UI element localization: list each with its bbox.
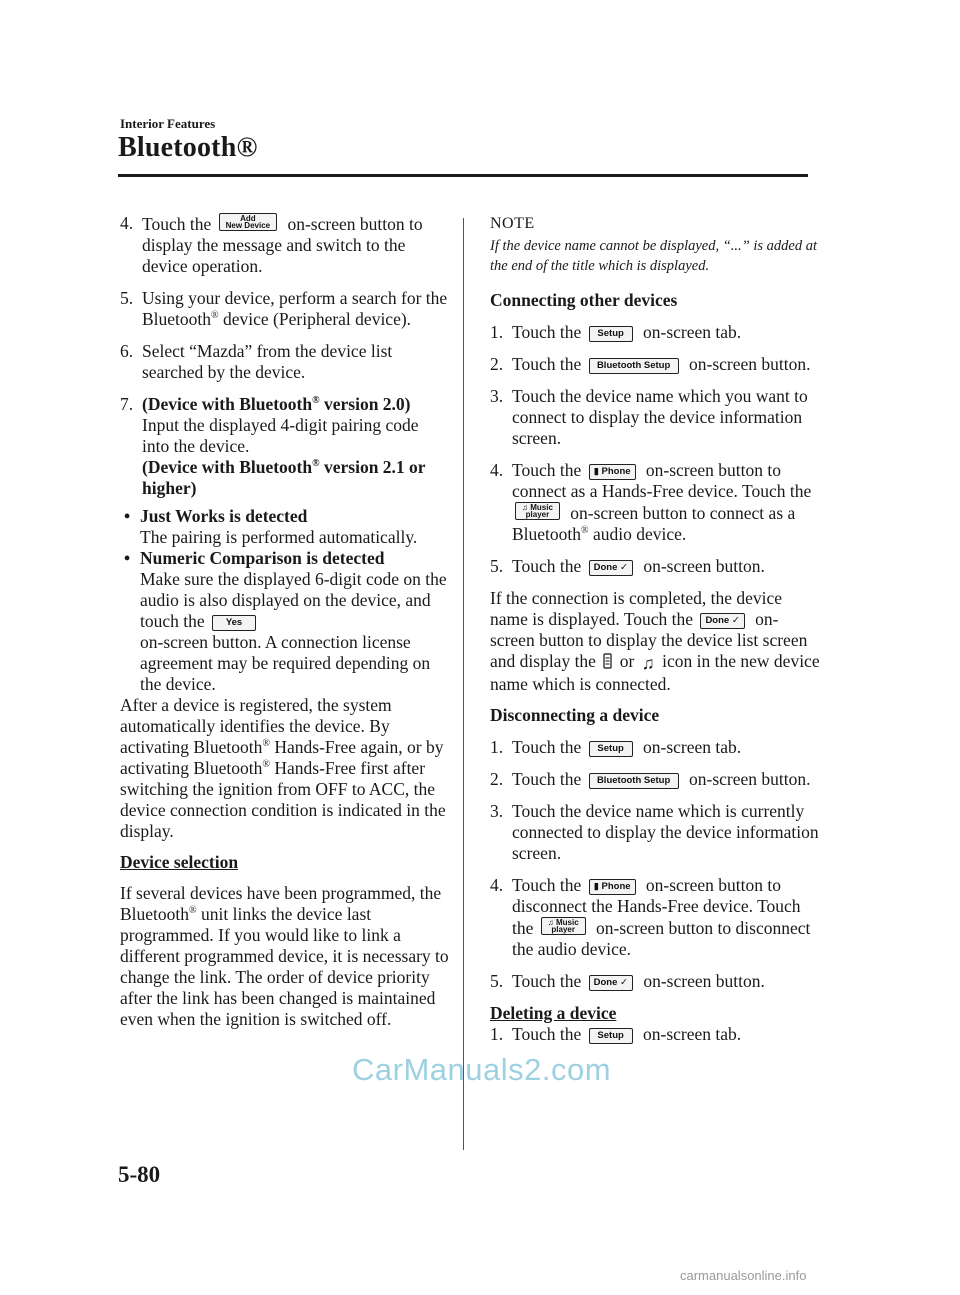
chapter-title: Bluetooth® [118, 132, 258, 163]
setup-tab-image: Setup [589, 1028, 633, 1044]
connect-step-5: 5. Touch the Done ✓ on-screen button. [490, 556, 765, 576]
yes-button-image: Yes [212, 615, 256, 631]
device-selection-paragraph: If several devices have been programmed, the Bluetooth® unit links the device last programmed. If you would like to link a different programmed device, it is necessary to change the link. The order of device priority after the link has been changed is maintained even when the ignition is switched off. [120, 883, 449, 1029]
done-button-image: Done ✓ [700, 613, 744, 629]
phone-button-image: ▮ Phone [589, 879, 636, 895]
page-number: 5-80 [118, 1162, 161, 1187]
disconnect-step-2: 2. Touch the Bluetooth Setup on-screen button. [490, 769, 811, 789]
phone-icon: ▮ [593, 881, 599, 892]
device-selection-heading: Device selection [120, 852, 239, 872]
connecting-heading: Connecting other devices [490, 290, 678, 310]
left-column [120, 213, 450, 1040]
connect-step-4: 4. Touch the ▮ Phone on-screen button to connect as a Hands-Free device. Touch the ♫ Music player on-screen button to connect as a Bluetooth® audio device. [490, 460, 812, 544]
note-title: NOTE [490, 215, 535, 232]
column-divider [463, 218, 464, 1150]
phone-button-image: ▮ Phone [589, 464, 636, 480]
header-rule [118, 174, 808, 177]
delete-step-1: 1. Touch the Setup on-screen tab. [490, 1024, 742, 1044]
disconnect-step-3: 3. Touch the device name which is currently connected to display the device information screen. [490, 801, 819, 863]
music-player-button-image: ♫ Music player [541, 917, 586, 935]
setup-tab-image: Setup [589, 326, 633, 342]
deleting-heading: Deleting a device [490, 1003, 617, 1023]
bluetooth-setup-button-image: Bluetooth Setup [589, 773, 679, 789]
bullet-numeric-comparison: • Numeric Comparison is detected Make sure the displayed 6-digit code on the audio is also displayed on the device, and touch the Yes on-screen button. A connection license agreement may be required depending on the device. [124, 548, 447, 694]
done-button-image: Done ✓ [589, 560, 633, 576]
disconnect-step-1: 1. Touch the Setup on-screen tab. [490, 737, 742, 757]
note-body: If the device name cannot be displayed, “...” is added at the end of the title which is displayed. [490, 238, 817, 274]
step-6-select: 6. Select “Mazda” from the device list searched by the device. [120, 341, 393, 382]
right-column [490, 213, 820, 1056]
disconnect-step-5: 5. Touch the Done ✓ on-screen button. [490, 971, 765, 991]
step-5-search: 5. Using your device, perform a search for the Bluetooth® device (Peripheral device). [120, 288, 448, 329]
music-note-icon: ♫ [522, 503, 528, 512]
phone-icon: ▮ [593, 466, 599, 477]
check-circle-icon: ✓ [620, 562, 628, 573]
connection-completed-paragraph: If the connection is completed, the device name is displayed. Touch the Done ✓ on-screen button to display the device list screen and display the or ♫ icon in the new device name which is connected. [490, 588, 820, 694]
watermark: CarManuals2.com [352, 1052, 612, 1087]
music-note-icon: ♫ [641, 653, 655, 673]
bluetooth-setup-button-image: Bluetooth Setup [589, 358, 679, 374]
bullet-just-works: • Just Works is detected The pairing is performed automatically. [124, 506, 418, 547]
phone-device-icon [603, 653, 612, 674]
add-new-device-button-image: Add New Device [219, 213, 277, 231]
music-player-button-image: ♫ Music player [515, 502, 560, 520]
disconnect-step-4: 4. Touch the ▮ Phone on-screen button to disconnect the Hands-Free device. Touch the ♫ Music player on-screen button to disconnect the audio device. [490, 875, 811, 959]
step-7-pairing: 7. (Device with Bluetooth® version 2.0) Input the displayed 4-digit pairing code into the device. (Device with Bluetooth® version 2.1 or higher) [120, 394, 426, 498]
step-4-add-device: 4. Touch the Add New Device on-screen button to display the message and switch to the device operation. [120, 213, 423, 276]
done-button-image: Done ✓ [589, 975, 633, 991]
connect-step-2: 2. Touch the Bluetooth Setup on-screen button. [490, 354, 811, 374]
connect-step-3: 3. Touch the device name which you want to connect to display the device information screen. [490, 386, 808, 448]
check-circle-icon: ✓ [620, 977, 628, 988]
music-note-icon: ♫ [547, 918, 554, 927]
footer-site-mark: carmanualsonline.info [680, 1268, 807, 1283]
after-registration-paragraph: After a device is registered, the system automatically identifies the device. By activating Bluetooth® Hands-Free again, or by activating Bluetooth® Hands-Free first after switching the ignition from OFF to ACC, the device connection condition is indicated in the display. [120, 695, 446, 841]
check-circle-icon: ✓ [731, 615, 740, 626]
connect-step-1: 1. Touch the Setup on-screen tab. [490, 322, 742, 342]
section-label: Interior Features [120, 116, 216, 131]
setup-tab-image: Setup [589, 741, 633, 757]
disconnecting-heading: Disconnecting a device [490, 705, 660, 725]
